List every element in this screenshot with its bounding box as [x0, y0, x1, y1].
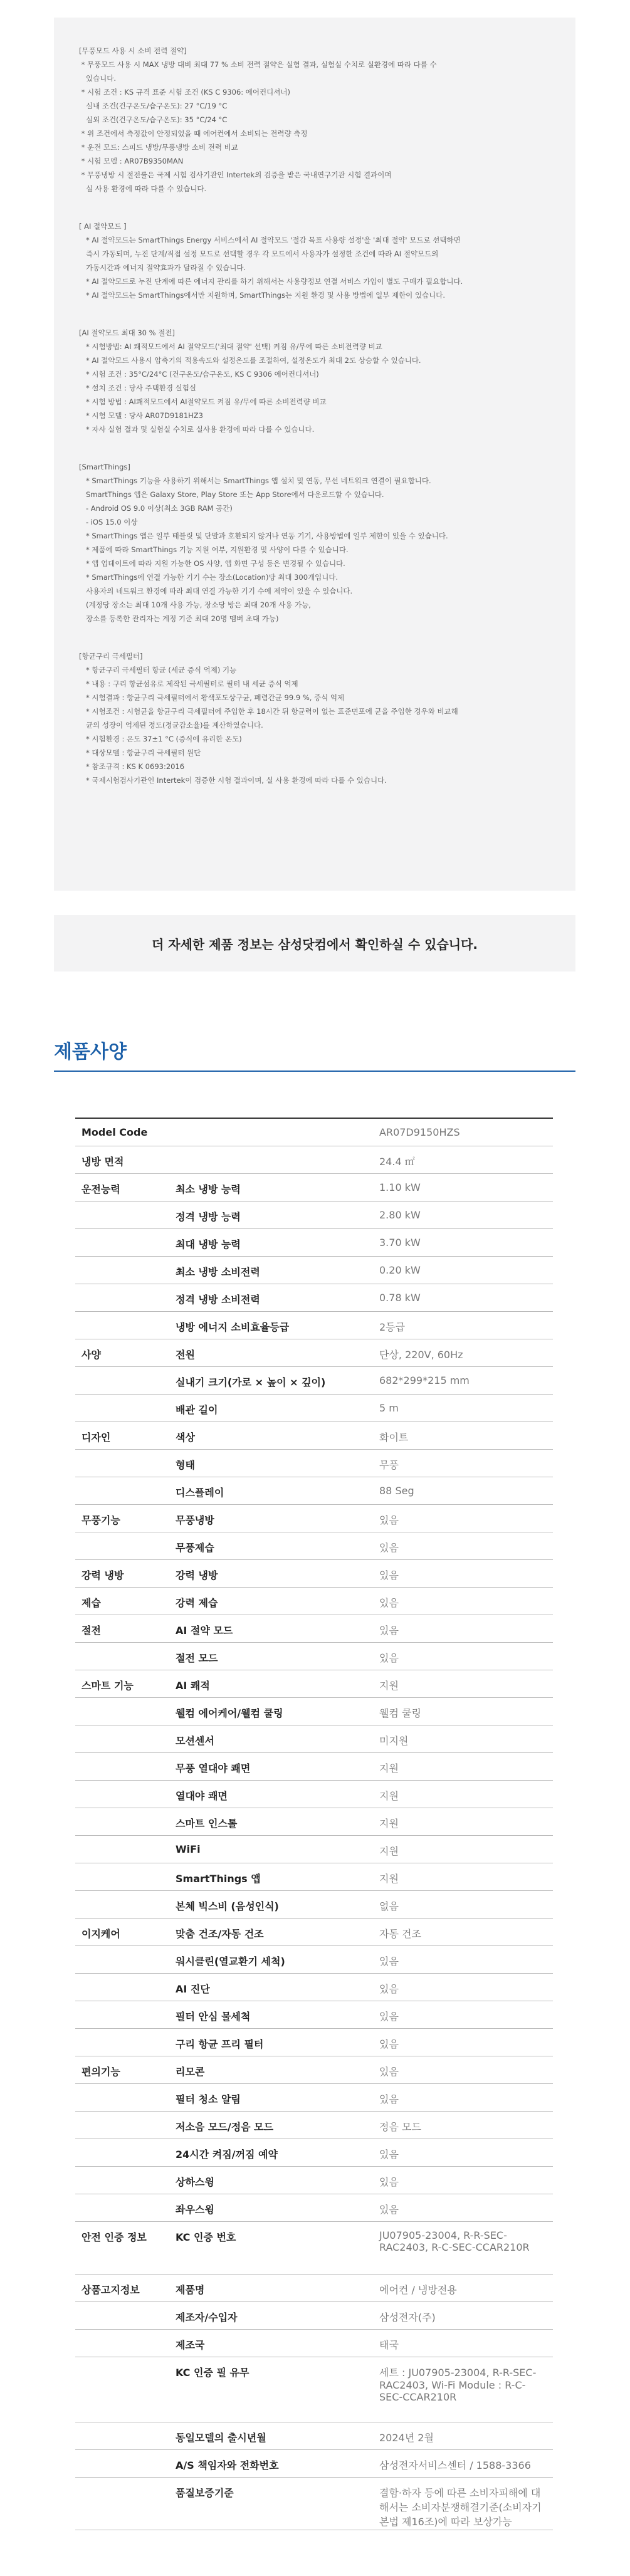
note-line: * 앱 업데이트에 따라 지원 가능한 OS 사양, 앱 화면 구성 등은 변경될 수 있습니다.: [79, 559, 345, 568]
spec-row: [75, 2056, 553, 2083]
spec-row: [75, 1201, 553, 1228]
spec-value: 5 m: [379, 1394, 553, 1422]
spec-row: [75, 1697, 553, 1725]
spec-row: [75, 1725, 553, 1752]
spec-category: [75, 1697, 176, 1725]
spec-row: [75, 1532, 553, 1559]
note-line: * 참조규격 : KS K 0693:2016: [79, 762, 185, 771]
spec-value: 있음: [379, 1642, 553, 1670]
spec-item: 배관 길이: [176, 1394, 379, 1422]
note-line: * AI 절약모드는 SmartThings에서만 지원하며, SmartThings는 지원 환경 및 사용 방법에 일부 제한이 있습니다.: [79, 291, 446, 300]
spec-category: [75, 1642, 176, 1670]
spec-item: 웰컴 에어케어/웰컴 쿨링: [176, 1697, 379, 1725]
spec-value: 있음: [379, 1532, 553, 1559]
spec-row: [75, 1173, 553, 1201]
spec-category: [75, 2139, 176, 2166]
spec-category: 이지케어: [75, 1918, 176, 1945]
spec-value: 미지원: [379, 1725, 553, 1752]
spec-value: 웰컴 쿨링: [379, 1697, 553, 1725]
spec-model-label: Model Code: [75, 1118, 379, 1146]
spec-item: 최소 냉방 소비전력: [176, 1256, 379, 1284]
spec-area-label: 냉방 면적: [75, 1146, 379, 1173]
spec-row: [75, 1311, 553, 1339]
note-line: * 시험방법: AI 쾌적모드에서 AI 절약모드('최대 절약' 선택) 켜짐 유/무에 따른 소비전력량 비교: [79, 342, 382, 351]
note-line: 장소를 등록한 관리자는 계정 기준 최대 20명 멤버 초대 가능): [79, 614, 279, 623]
spec-item: 품질보증기준: [176, 2477, 379, 2530]
spec-category: 운전능력: [75, 1173, 176, 1201]
note-line: (계정당 장소는 최대 10개 사용 가능, 장소당 방은 최대 20개 사용 가능,: [79, 600, 311, 609]
spec-item: 무풍 열대야 쾌면: [176, 1752, 379, 1780]
note-block: [79, 44, 550, 196]
spec-row: [75, 1504, 553, 1532]
note-block: [79, 460, 550, 626]
spec-item: 전원: [176, 1339, 379, 1366]
spec-row: [75, 2329, 553, 2357]
spec-value: 있음: [379, 2001, 553, 2028]
spec-item: 제조국: [176, 2329, 379, 2357]
spec-model-value: AR07D9150HZS: [379, 1118, 553, 1146]
spec-item: 최소 냉방 능력: [176, 1173, 379, 1201]
spec-category: [75, 1284, 176, 1311]
note-line: * AI 절약모드는 SmartThings Energy 서비스에서 AI 절약모드 '절감 목표 사용량 설정'을 '최대 절약' 모드로 선택하면: [79, 236, 461, 244]
spec-category: [75, 1808, 176, 1835]
spec-row: [75, 2357, 553, 2422]
note-line: * AI 절약모드로 누진 단계에 따른 에너지 관리를 하기 위해서는 사용량정보 연결 서비스 가입이 별도 구매가 필요합니다.: [79, 277, 463, 286]
spec-row: [75, 1366, 553, 1394]
note-line: * 대상모델 : 항균구리 극세필터 원단: [79, 748, 201, 757]
spec-value: 에어컨 / 냉방전용: [379, 2274, 553, 2301]
spec-title: 제품사양: [54, 1041, 127, 1063]
spec-category: 무풍기능: [75, 1504, 176, 1532]
note-line: * 항균구리 극세필터 항균 (세균 증식 억제) 기능: [79, 666, 237, 674]
spec-value: 682*299*215 mm: [379, 1366, 553, 1394]
spec-row: [75, 1394, 553, 1422]
spec-category: 편의기능: [75, 2056, 176, 2083]
note-line: 즉시 가동되며, 누진 단계/직접 설정 모드로 선택할 경우 각 모드에서 사용자가 설정한 조건에 따라 AI 절약모드의: [79, 249, 439, 258]
spec-item: 실내기 크기(가로 × 높이 × 깊이): [176, 1366, 379, 1394]
spec-item: 절전 모드: [176, 1642, 379, 1670]
note-line: * 내용 : 구리 항균섬유로 제작된 극세필터로 필터 내 세균 증식 억제: [79, 679, 298, 688]
note-line: * 국제시험검사기관인 Intertek이 검증한 시험 결과이며, 실 사용 환경에 따라 다를 수 있습니다.: [79, 776, 387, 785]
spec-item: 색상: [176, 1422, 379, 1449]
spec-row: [75, 2477, 553, 2530]
spec-item: 맞춤 건조/자동 건조: [176, 1918, 379, 1945]
spec-category: [75, 2301, 176, 2329]
spec-value: 있음: [379, 1504, 553, 1532]
note-line: * 설치 조건 : 당사 주택환경 실험실: [79, 384, 196, 392]
note-line: * 운전 모드: 스피드 냉방/무풍냉방 소비 전력 비교: [79, 143, 238, 152]
spec-value: 삼성전자(주): [379, 2301, 553, 2329]
spec-category: [75, 1394, 176, 1422]
spec-row: [75, 2449, 553, 2477]
note-line: - Android OS 9.0 이상(최소 3GB RAM 공간): [79, 504, 233, 513]
spec-value: 없음: [379, 1890, 553, 1918]
notes-panel: [54, 18, 575, 891]
spec-item: 필터 청소 알림: [176, 2083, 379, 2111]
spec-row: [75, 1945, 553, 1973]
spec-item: AI 진단: [176, 1973, 379, 2001]
spec-category: [75, 1311, 176, 1339]
spec-item: 강력 제습: [176, 1587, 379, 1615]
spec-category: [75, 2422, 176, 2449]
spec-row: [75, 2111, 553, 2139]
spec-category: [75, 2357, 176, 2422]
spec-item: KC 인증 번호: [176, 2221, 379, 2274]
spec-row: [75, 1890, 553, 1918]
spec-category: [75, 1945, 176, 1973]
spec-item: 좌우스윙: [176, 2194, 379, 2221]
note-line: * SmartThings 기능을 사용하기 위해서는 SmartThings 앱 설치 및 연동, 무선 네트워크 연결이 필요합니다.: [79, 476, 431, 485]
note-line: * 무풍모드 사용 시 MAX 냉방 대비 최대 77 % 소비 전력 절약은 실험 결과, 실험실 수치로 실환경에 따라 다를 수: [79, 60, 437, 69]
spec-item: AI 절약 모드: [176, 1615, 379, 1642]
spec-value: 화이트: [379, 1422, 553, 1449]
note-line: - iOS 15.0 이상: [79, 518, 138, 526]
spec-category: [75, 1256, 176, 1284]
spec-row: [75, 1863, 553, 1890]
spec-category: [75, 2028, 176, 2056]
spec-row: [75, 1228, 553, 1256]
spec-category: [75, 1228, 176, 1256]
spec-value: 2024년 2월: [379, 2422, 553, 2449]
spec-category: 강력 냉방: [75, 1559, 176, 1587]
spec-category: [75, 1890, 176, 1918]
spec-value: 있음: [379, 1945, 553, 1973]
note-line: * 무풍냉방 시 절전률은 국제 시험 검사기관인 Intertek의 검증을 받은 국내연구기관 시험 결과이며: [79, 170, 392, 179]
spec-category: [75, 2001, 176, 2028]
spec-row: [75, 1422, 553, 1449]
spec-item: 무풍제습: [176, 1532, 379, 1559]
spec-row: [75, 1973, 553, 2001]
spec-value: 0.20 kW: [379, 1256, 553, 1284]
spec-row: [75, 2221, 553, 2274]
note-line: * SmartThings 앱은 일부 태블릿 및 단말과 호환되지 않거나 연동 기기, 사용방법에 일부 제한이 있을 수 있습니다.: [79, 531, 448, 540]
spec-category: 디자인: [75, 1422, 176, 1449]
spec-category: [75, 1752, 176, 1780]
spec-row: [75, 1587, 553, 1615]
note-line: SmartThings 앱은 Galaxy Store, Play Store 또는 App Store에서 다운로드할 수 있습니다.: [79, 490, 384, 499]
note-line: * 시험 조건 : 35°C/24°C (건구온도/습구온도, KS C 9306 에어컨디셔너): [79, 370, 319, 379]
spec-row: [75, 1642, 553, 1670]
spec-item: 구리 항균 프리 필터: [176, 2028, 379, 2056]
spec-item: 스마트 인스톨: [176, 1808, 379, 1835]
spec-value: JU07905-23004, R-R-SEC-RAC2403, R-C-SEC-CCAR210R: [379, 2221, 553, 2274]
spec-category: [75, 2111, 176, 2139]
spec-item: 저소음 모드/정음 모드: [176, 2111, 379, 2139]
spec-value: 있음: [379, 1973, 553, 2001]
spec-value: 있음: [379, 2028, 553, 2056]
spec-category: [75, 1532, 176, 1559]
note-line: * 위 조건에서 측정값이 안정되었을 때 에어컨에서 소비되는 전력량 측정: [79, 129, 308, 138]
note-line: * 제품에 따라 SmartThings 기능 지원 여부, 지원환경 및 사양이 다를 수 있습니다.: [79, 545, 349, 554]
spec-row: [75, 1477, 553, 1504]
spec-category: 사양: [75, 1339, 176, 1366]
spec-row: [75, 2274, 553, 2301]
note-heading: [무풍모드 사용 시 소비 전력 절약]: [79, 46, 187, 55]
spec-table: [75, 1118, 553, 2530]
spec-row: [75, 1449, 553, 1477]
spec-category: 상품고지정보: [75, 2274, 176, 2301]
spec-item: 정격 냉방 소비전력: [176, 1284, 379, 1311]
spec-value: 지원: [379, 1808, 553, 1835]
spec-item: A/S 책임자와 전화번호: [176, 2449, 379, 2477]
spec-row: [75, 2139, 553, 2166]
spec-item: 동일모델의 출시년월: [176, 2422, 379, 2449]
spec-row: [75, 1835, 553, 1863]
spec-category: [75, 1449, 176, 1477]
note-heading: [ AI 절약모드 ]: [79, 222, 127, 231]
note-line: 사용자의 네트워크 환경에 따라 최대 연결 가능한 기기 수에 제약이 있을 수 있습니다.: [79, 587, 353, 595]
spec-value: 있음: [379, 2166, 553, 2194]
spec-value: 2.80 kW: [379, 1201, 553, 1228]
spec-row: [75, 2028, 553, 2056]
spec-value: 지원: [379, 1670, 553, 1697]
note-heading: [항균구리 극세필터]: [79, 652, 143, 661]
spec-item: 제품명: [176, 2274, 379, 2301]
spec-item: 상하스윙: [176, 2166, 379, 2194]
note-line: * 시험환경 : 온도 37±1 °C (증식에 유리한 온도): [79, 735, 242, 743]
spec-item: 워시클린(열교환기 세척): [176, 1945, 379, 1973]
spec-value: 정음 모드: [379, 2111, 553, 2139]
spec-row: [75, 2194, 553, 2221]
spec-value: 있음: [379, 2139, 553, 2166]
spec-item: 열대야 쾌면: [176, 1780, 379, 1808]
note-line: * 시험결과 : 항균구리 극세필터에서 황색포도상구균, 폐렴간균 99.9 %, 증식 억제: [79, 693, 345, 702]
note-heading: [SmartThings]: [79, 463, 130, 471]
spec-row: [75, 1808, 553, 1835]
spec-item: KC 인증 필 유무: [176, 2357, 379, 2422]
spec-item: 최대 냉방 능력: [176, 1228, 379, 1256]
spec-item: AI 쾌적: [176, 1670, 379, 1697]
spec-value: 단상, 220V, 60Hz: [379, 1339, 553, 1366]
note-line: 실내 조건(건구온도/습구온도): 27 °C/19 °C: [79, 102, 228, 110]
spec-value: 지원: [379, 1835, 553, 1863]
spec-category: [75, 1201, 176, 1228]
spec-item: 본체 빅스비 (음성인식): [176, 1890, 379, 1918]
spec-item: WiFi: [176, 1835, 379, 1863]
note-block: [79, 219, 550, 302]
spec-area-value: 24.4 ㎡: [379, 1146, 553, 1173]
spec-row: [75, 2083, 553, 2111]
spec-row: [75, 1339, 553, 1366]
spec-value: 지원: [379, 1863, 553, 1890]
spec-category: [75, 2449, 176, 2477]
spec-value: 88 Seg: [379, 1477, 553, 1504]
spec-category: 제습: [75, 1587, 176, 1615]
spec-row: [75, 1615, 553, 1642]
note-line: * 자사 실험 결과 및 실험실 수치로 실사용 환경에 따라 다를 수 있습니다.: [79, 425, 315, 434]
spec-category: [75, 1780, 176, 1808]
spec-row: [75, 2166, 553, 2194]
note-block: [79, 326, 550, 436]
spec-value: 자동 건조: [379, 1918, 553, 1945]
spec-category: 스마트 기능: [75, 1670, 176, 1697]
spec-item: 무풍냉방: [176, 1504, 379, 1532]
spec-item: 형태: [176, 1449, 379, 1477]
spec-value: 0.78 kW: [379, 1284, 553, 1311]
note-line: * AI 절약모드 사용시 압축기의 적용속도와 설정온도를 조절하여, 설정온도가 최대 2도 상승할 수 있습니다.: [79, 356, 421, 365]
spec-category: [75, 2329, 176, 2357]
spec-value: 무풍: [379, 1449, 553, 1477]
spec-value: 1.10 kW: [379, 1173, 553, 1201]
spec-value: 세트 : JU07905-23004, R-R-SEC-RAC2403, Wi-Fi Module : R-C-SEC-CCAR210R: [379, 2357, 553, 2422]
spec-value: 있음: [379, 2056, 553, 2083]
spec-item: 리모콘: [176, 2056, 379, 2083]
spec-item: 제조자/수입자: [176, 2301, 379, 2329]
spec-item: 모션센서: [176, 1725, 379, 1752]
spec-value: 지원: [379, 1780, 553, 1808]
note-line: 실외 조건(건구온도/습구온도): 35 °C/24 °C: [79, 115, 228, 124]
spec-row-model: [75, 1118, 553, 1146]
note-line: 균의 성장이 억제된 정도(정균감소율)를 계산하였습니다.: [79, 721, 263, 730]
spec-item: 디스플레이: [176, 1477, 379, 1504]
spec-category: [75, 1863, 176, 1890]
spec-row-area: [75, 1146, 553, 1173]
spec-value: 있음: [379, 2194, 553, 2221]
note-line: 있습니다.: [79, 74, 117, 83]
spec-category: [75, 1366, 176, 1394]
spec-value: 삼성전자서비스센터 / 1588-3366: [379, 2449, 553, 2477]
note-line: * 시험 방법 : AI쾌적모드에서 AI절약모드 켜짐 유/무에 따른 소비전력량 비교: [79, 397, 327, 406]
spec-value: 지원: [379, 1752, 553, 1780]
spec-row: [75, 1670, 553, 1697]
samsung-com-banner: 더 자세한 제품 정보는 삼성닷컴에서 확인하실 수 있습니다.: [54, 915, 575, 971]
note-line: * SmartThings에 연결 가능한 기기 수는 장소(Location)당 최대 300개입니다.: [79, 573, 339, 582]
spec-value: 있음: [379, 2083, 553, 2111]
note-line: 실 사용 환경에 따라 다를 수 있습니다.: [79, 184, 207, 193]
spec-item: 강력 냉방: [176, 1559, 379, 1587]
spec-row: [75, 2422, 553, 2449]
spec-title-divider: [54, 1071, 575, 1072]
spec-row: [75, 2001, 553, 2028]
spec-category: [75, 1725, 176, 1752]
note-line: * 시험 조건 : KS 규격 표준 시험 조건 (KS C 9306: 에어컨디셔너): [79, 88, 290, 97]
spec-value: 2등급: [379, 1311, 553, 1339]
spec-item: 필터 안심 물세척: [176, 2001, 379, 2028]
spec-value: 있음: [379, 1559, 553, 1587]
note-line: * 시험 모델 : 당사 AR07D9181HZ3: [79, 411, 203, 420]
spec-row: [75, 1780, 553, 1808]
spec-category: 절전: [75, 1615, 176, 1642]
spec-row: [75, 1752, 553, 1780]
note-line: 가동시간과 에너지 절약효과가 달라질 수 있습니다.: [79, 263, 246, 272]
spec-row: [75, 1559, 553, 1587]
spec-value: 결함·하자 등에 따른 소비자피해에 대해서는 소비자분쟁해결기준(소비자기본법 제16조)에 따라 보상가능: [379, 2477, 553, 2530]
spec-value: 있음: [379, 1587, 553, 1615]
note-heading: [AI 절약모드 최대 30 % 절전]: [79, 328, 175, 337]
spec-row: [75, 1918, 553, 1945]
spec-category: [75, 2166, 176, 2194]
spec-category: [75, 1973, 176, 2001]
spec-item: SmartThings 앱: [176, 1863, 379, 1890]
spec-category: [75, 2477, 176, 2530]
note-block: [79, 649, 550, 787]
spec-row: [75, 2301, 553, 2329]
spec-category: [75, 1835, 176, 1863]
spec-item: 정격 냉방 능력: [176, 1201, 379, 1228]
spec-item: 냉방 에너지 소비효율등급: [176, 1311, 379, 1339]
spec-value: 태국: [379, 2329, 553, 2357]
spec-value: 있음: [379, 1615, 553, 1642]
spec-row: [75, 1284, 553, 1311]
note-line: * 시험조건 : 시험균을 항균구리 극세필터에 주입한 후 18시간 뒤 항균력이 없는 표준면포에 균을 주입한 경우와 비교해: [79, 707, 458, 716]
note-line: * 시험 모델 : AR07B9350MAN: [79, 157, 184, 165]
spec-category: [75, 2083, 176, 2111]
spec-row: [75, 1256, 553, 1284]
spec-category: [75, 1477, 176, 1504]
spec-category: 안전 인증 정보: [75, 2221, 176, 2274]
spec-value: 3.70 kW: [379, 1228, 553, 1256]
spec-item: 24시간 켜짐/꺼짐 예약: [176, 2139, 379, 2166]
spec-category: [75, 2194, 176, 2221]
